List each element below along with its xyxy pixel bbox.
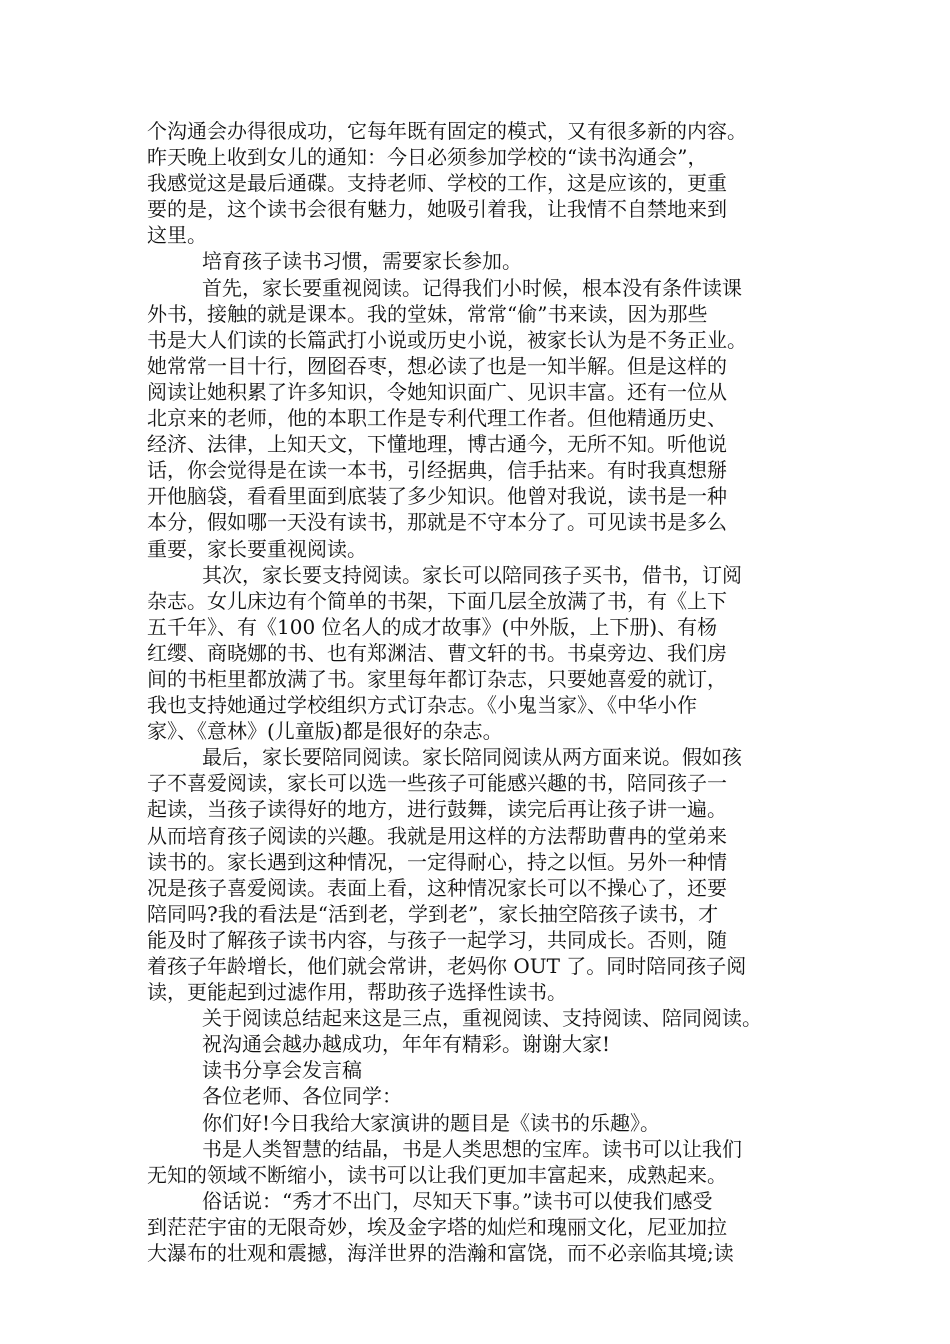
text-line: 到茫茫宇宙的无限奇妙，埃及金字塔的灿烂和瑰丽文化，尼亚加拉 xyxy=(147,1214,727,1239)
paragraph-first-line: 祝沟通会越办越成功，年年有精彩。谢谢大家! xyxy=(202,1032,611,1057)
text-line: 外书，接触的就是课本。我的堂妹，常常“偷”书来读，因为那些 xyxy=(147,301,708,326)
text-line: 这里。 xyxy=(147,223,207,248)
text-line: 能及时了解孩子读书内容，与孩子一起学习，共同成长。否则，随 xyxy=(147,927,727,952)
text-line: 子不喜爱阅读，家长可以选一些孩子可能感兴趣的书，陪同孩子一 xyxy=(147,771,727,796)
text-line: 大瀑布的壮观和震撼，海洋世界的浩瀚和富饶，而不必亲临其境;读 xyxy=(147,1241,734,1266)
paragraph-first-line: 首先，家长要重视阅读。记得我们小时候，根本没有条件读课 xyxy=(202,275,742,300)
text-line: 我感觉这是最后通碟。支持老师、学校的工作，这是应该的，更重 xyxy=(147,171,727,196)
text-line: 个沟通会办得很成功，它每年既有固定的模式，又有很多新的内容。 xyxy=(147,119,747,143)
text-line: 杂志。女儿床边有个简单的书架，下面几层全放满了书，有《上下 xyxy=(147,588,727,613)
text-line: 话，你会觉得是在读一本书，引经据典，信手拈来。有时我真想掰 xyxy=(147,458,727,483)
text-line: 间的书柜里都放满了书。家里每年都订杂志，只要她喜爱的就订， xyxy=(147,666,727,691)
text-line: 经济、法律，上知天文，下懂地理，博古通今，无所不知。听他说 xyxy=(147,432,727,457)
text-line: 况是孩子喜爱阅读。表面上看，这种情况家长可以不操心了，还要 xyxy=(147,875,727,900)
paragraph-first-line: 最后，家长要陪同阅读。家长陪同阅读从两方面来说。假如孩 xyxy=(202,745,742,770)
text-line: 我也支持她通过学校组织方式订杂志。《小鬼当家》、《中华小作 xyxy=(147,693,697,718)
text-line: 昨天晚上收到女儿的通知：今日必须参加学校的“读书沟通会”， xyxy=(147,145,708,170)
text-line: 阅读让她积累了许多知识，令她知识面广、见识丰富。还有一位从 xyxy=(147,379,727,404)
text-line: 本分，假如哪一天没有读书，那就是不守本分了。可见读书是多么 xyxy=(147,510,727,535)
text-line: 红缨、商晓娜的书、也有郑渊洁、曹文轩的书。书桌旁边、我们房 xyxy=(147,640,727,665)
paragraph-first-line: 培育孩子读书习惯，需要家长参加。 xyxy=(202,249,522,274)
text-line: 起读，当孩子读得好的地方，进行鼓舞，读完后再让孩子讲一遍。 xyxy=(147,797,727,822)
text-line: 无知的领域不断缩小，读书可以让我们更加丰富起来，成熟起来。 xyxy=(147,1162,727,1187)
text-line: 读，更能起到过滤作用，帮助孩子选择性读书。 xyxy=(147,980,567,1005)
paragraph-first-line: 其次，家长要支持阅读。家长可以陪同孩子买书，借书，订阅 xyxy=(202,562,742,587)
paragraph-first-line: 俗话说：“秀才不出门，尽知天下事。”读书可以使我们感受 xyxy=(202,1188,713,1213)
text-line: 陪同吗?我的看法是“活到老，学到老”，家长抽空陪孩子读书，才 xyxy=(147,901,719,926)
text-line: 她常常一目十行，囫囵吞枣，想必读了也是一知半解。但是这样的 xyxy=(147,353,727,378)
text-line: 重要，家长要重视阅读。 xyxy=(147,536,367,561)
text-line: 要的是，这个读书会很有魅力，她吸引着我，让我情不自禁地来到 xyxy=(147,197,727,222)
paragraph-first-line: 各位老师、各位同学： xyxy=(202,1084,402,1109)
paragraph-first-line: 你们好!今日我给大家演讲的题目是《读书的乐趣》。 xyxy=(202,1110,661,1135)
text-line: 从而培育孩子阅读的兴趣。我就是用这样的方法帮助曹冉的堂弟来 xyxy=(147,823,727,848)
text-line: 书是大人们读的长篇武打小说或历史小说，被家长认为是不务正业。 xyxy=(147,327,747,352)
text-line: 读书的。家长遇到这种情况，一定得耐心，持之以恒。另外一种情 xyxy=(147,849,727,874)
paragraph-first-line: 关于阅读总结起来这是三点，重视阅读、支持阅读、陪同阅读。 xyxy=(202,1006,762,1031)
text-line: 着孩子年龄增长，他们就会常讲，老妈你 OUT 了。同时陪同孩子阅 xyxy=(147,954,747,978)
text-line: 北京来的老师，他的本职工作是专利代理工作者。但他精通历史、 xyxy=(147,406,727,431)
body-text xyxy=(147,118,827,1266)
text-line: 开他脑袋，看看里面到底装了多少知识。他曾对我说，读书是一种 xyxy=(147,484,727,509)
paragraph-first-line: 书是人类智慧的结晶，书是人类思想的宝库。读书可以让我们 xyxy=(202,1136,742,1161)
paragraph-first-line: 读书分享会发言稿 xyxy=(202,1058,362,1083)
text-line: 五千年》、有《100 位名人的成才故事》(中外版，上下册)、有杨 xyxy=(147,614,718,639)
text-line: 家》、《意林》(儿童版)都是很好的杂志。 xyxy=(147,719,503,744)
